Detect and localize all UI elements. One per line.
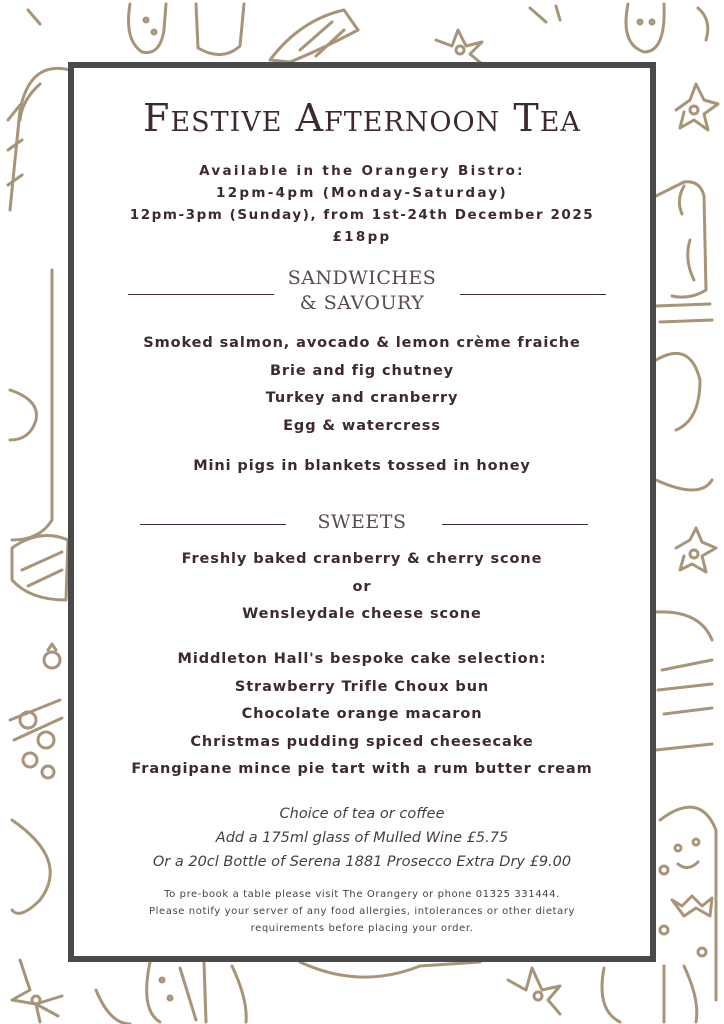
list-item: Smoked salmon, avocado & lemon crème fraiche: [143, 335, 581, 351]
list-item: Egg & watercress: [283, 417, 441, 434]
list-item: Freshly baked cranberry & cherry scone: [181, 551, 543, 567]
list-item: Brie and fig chutney: [269, 362, 455, 379]
note-line: To pre-book a table please visit The Orangery or phone 01325 331444.: [164, 889, 560, 900]
drinks-line: Choice of tea or coffee: [279, 806, 445, 822]
drinks-line: Add a 175ml glass of Mulled Wine £5.75: [215, 830, 509, 846]
list-item: or: [352, 578, 372, 595]
list-item: Wensleydale cheese scone: [242, 606, 482, 622]
menu-title: Festive Afternoon Tea: [143, 96, 581, 140]
booking-note: [74, 886, 650, 937]
note-line: requirements before placing your order.: [250, 923, 474, 934]
availability-location: Available in the Orangery Bistro:: [199, 163, 525, 179]
sandwiches-heading: [74, 266, 650, 316]
list-item: Turkey and cranberry: [265, 390, 459, 406]
list-item: Christmas pudding spiced cheesecake: [190, 733, 534, 750]
sweets-heading: SWEETS: [317, 511, 407, 533]
sandwiches-list: [74, 330, 650, 440]
list-item: Frangipane mince pie tart with a rum butter cream: [131, 761, 593, 777]
list-item: Strawberry Trifle Choux bun: [234, 678, 490, 695]
list-item: Chocolate orange macaron: [241, 706, 483, 722]
sandwiches-heading-line1: SANDWICHES: [287, 267, 437, 289]
sandwiches-heading-line2: & SAVOURY: [299, 292, 425, 314]
availability-sunday-hours: 12pm-3pm (Sunday), from 1st-24th December 2025: [129, 207, 595, 223]
cake-list: [74, 646, 650, 784]
list-item: Mini pigs in blankets tossed in honey: [193, 458, 531, 474]
availability-info: [74, 160, 650, 248]
savoury-extra: [74, 453, 650, 481]
list-item: Middleton Hall's bespoke cake selection:: [177, 651, 547, 667]
menu-card: [68, 62, 656, 962]
availability-weekday-hours: 12pm-4pm (Monday-Saturday): [216, 185, 508, 201]
note-line: Please notify your server of any food allergies, intolerances or other dietary: [148, 906, 576, 917]
drinks-info: [74, 802, 650, 874]
price-per-person: £18pp: [332, 229, 392, 245]
scone-list: [74, 546, 650, 629]
drinks-line: Or a 20cl Bottle of Serena 1881 Prosecco Extra Dry £9.00: [152, 854, 572, 870]
